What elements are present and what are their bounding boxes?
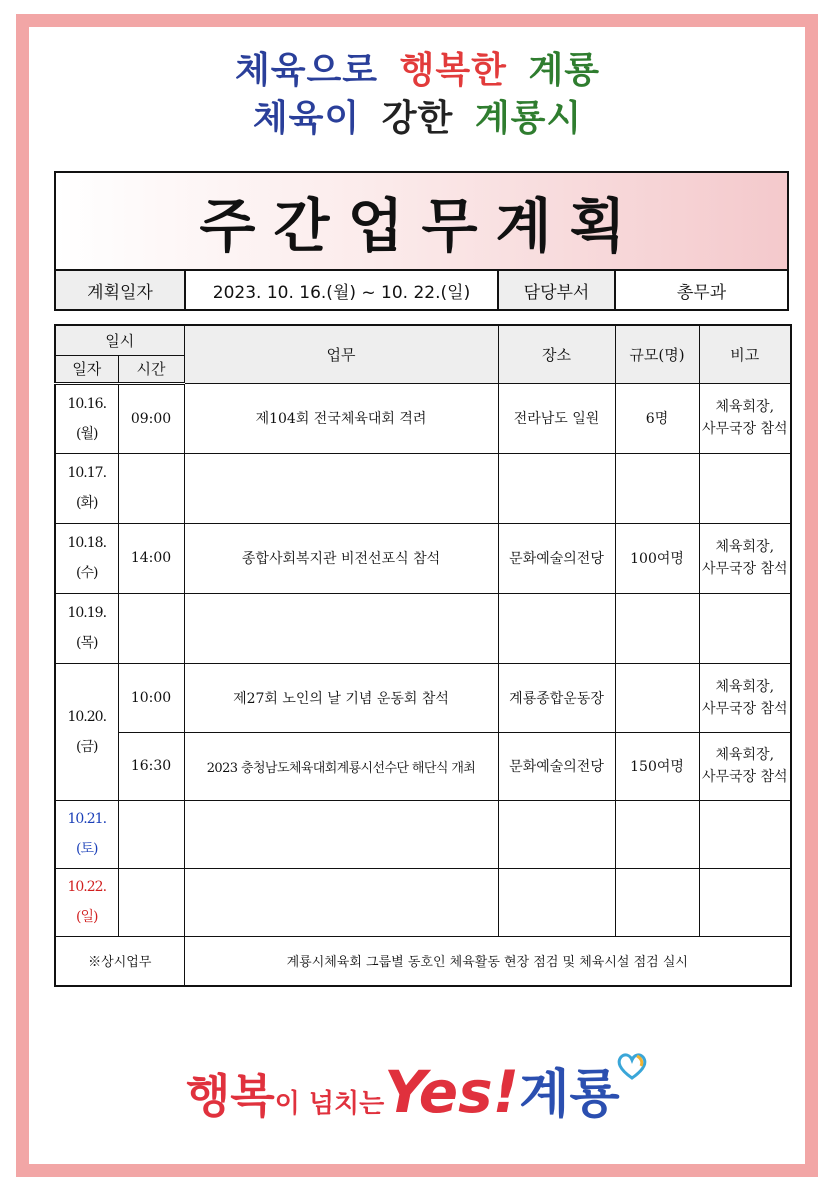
date-text: 10.22. (67, 879, 107, 895)
place-cell: 문화예술의전당 (498, 523, 615, 593)
remark-line: 체육회장, (715, 678, 775, 695)
weekday-text: (토) (76, 841, 98, 857)
table-row (55, 523, 791, 593)
scale-cell (615, 868, 699, 936)
scale-cell (615, 800, 699, 868)
place-cell (498, 800, 615, 868)
plan-date-value: 2023. 10. 16.(월) ~ 10. 22.(일) (186, 271, 499, 309)
task-cell (184, 593, 498, 663)
time-cell (118, 453, 184, 523)
table-row (55, 800, 791, 868)
header-place: 장소 (498, 325, 615, 383)
weekday-text: (월) (76, 425, 98, 442)
scale-cell: 150여명 (615, 732, 699, 800)
place-cell (498, 868, 615, 936)
regular-duty-value: 계룡시체육회 그룹별 동호인 체육활동 현장 점검 및 체육시설 점검 실시 (184, 936, 791, 986)
date-cell (55, 383, 118, 453)
remark-cell (699, 593, 791, 663)
slogan-word: 체육이 (252, 98, 361, 139)
logo-part: 이 넘치는 (274, 1089, 385, 1119)
header-date: 일자 (55, 355, 118, 383)
weekday-text: (화) (76, 495, 98, 511)
remark-line: 사무국장 참석 (701, 421, 788, 437)
scale-cell: 100여명 (615, 523, 699, 593)
slogan-word: 행복한 (399, 50, 507, 91)
scale-cell: 6명 (615, 383, 699, 453)
remark-cell (699, 383, 791, 453)
remark-line: 체육회장, (715, 539, 775, 555)
slogan-word: 계룡시 (474, 98, 583, 139)
time-cell: 14:00 (118, 523, 184, 593)
scale-cell (615, 453, 699, 523)
slogan-word: 체육으로 (234, 50, 379, 91)
title-box (54, 171, 789, 311)
weekday-text: (수) (76, 565, 98, 581)
task-cell: 종합사회복지관 비전선포식 참석 (184, 523, 498, 593)
date-cell-sunday (55, 868, 118, 936)
regular-duty-label: ※상시업무 (55, 936, 184, 986)
dept-label: 담당부서 (499, 271, 616, 309)
header-datetime: 일시 (55, 325, 184, 355)
info-row (56, 271, 787, 309)
date-text: 10.19. (67, 605, 107, 621)
plan-date-label: 계획일자 (56, 271, 186, 309)
slogan-word: 강한 (381, 98, 454, 139)
regular-duty-row (55, 936, 791, 986)
dept-value: 총무과 (676, 282, 727, 303)
slogan-line-1 (0, 42, 835, 93)
table-row (55, 453, 791, 523)
table-row (55, 868, 791, 936)
remark-line: 사무국장 참석 (701, 561, 788, 577)
date-cell (55, 453, 118, 523)
date-cell-saturday (55, 800, 118, 868)
remark-line: 체육회장, (715, 747, 775, 763)
table-row (55, 663, 791, 732)
date-cell (55, 663, 118, 800)
logo-part: Yes! (384, 1058, 520, 1126)
table-row (55, 732, 791, 800)
task-cell: 제27회 노인의 날 기념 운동회 참석 (184, 663, 498, 732)
date-text: 10.20. (67, 708, 107, 725)
scale-cell (615, 593, 699, 663)
date-text: 10.17. (67, 465, 107, 481)
bottom-logo (0, 1052, 835, 1127)
remark-cell (699, 800, 791, 868)
time-cell: 09:00 (118, 383, 184, 453)
header-remark: 비고 (699, 325, 791, 383)
remark-cell (699, 663, 791, 732)
heart-icon (615, 1052, 649, 1080)
header-time: 시간 (118, 355, 184, 383)
table-row (55, 593, 791, 663)
place-cell: 계룡종합운동장 (498, 663, 615, 732)
scale-cell (615, 663, 699, 732)
title-band (56, 173, 787, 271)
weekly-plan-table (54, 324, 792, 987)
date-cell (55, 593, 118, 663)
task-cell (184, 868, 498, 936)
remark-cell (699, 523, 791, 593)
logo-part: 계룡 (519, 1065, 620, 1125)
time-cell: 16:30 (118, 732, 184, 800)
task-cell: 제104회 전국체육대회 격려 (184, 383, 498, 453)
date-text: 10.21. (67, 811, 107, 827)
header-scale: 규모(명) (615, 325, 699, 383)
task-cell (184, 800, 498, 868)
remark-cell (699, 453, 791, 523)
header-task: 업무 (184, 325, 498, 383)
weekday-text: (일) (76, 909, 98, 925)
page-title: 주간업무계획 (199, 192, 644, 260)
place-cell: 문화예술의전당 (498, 732, 615, 800)
task-cell (184, 453, 498, 523)
place-cell (498, 593, 615, 663)
remark-line: 체육회장, (715, 399, 775, 415)
place-cell (498, 453, 615, 523)
place-cell: 전라남도 일원 (498, 383, 615, 453)
time-cell (118, 593, 184, 663)
time-cell (118, 800, 184, 868)
remark-line: 사무국장 참석 (701, 700, 788, 717)
time-cell (118, 868, 184, 936)
slogan-line-2 (0, 90, 835, 141)
remark-line: 사무국장 참석 (701, 769, 788, 785)
remark-cell (699, 868, 791, 936)
table-row (55, 383, 791, 453)
slogan-word: 계룡 (528, 50, 601, 91)
date-text: 10.18. (67, 535, 107, 551)
header-row (55, 325, 791, 355)
logo-part: 행복 (185, 1069, 275, 1123)
task-cell: 2023 충청남도체육대회계룡시선수단 해단식 개최 (184, 732, 498, 800)
date-cell (55, 523, 118, 593)
weekday-text: (목) (76, 635, 98, 651)
weekday-text: (금) (76, 738, 98, 755)
time-cell: 10:00 (118, 663, 184, 732)
date-text: 10.16. (67, 395, 107, 412)
remark-cell (699, 732, 791, 800)
